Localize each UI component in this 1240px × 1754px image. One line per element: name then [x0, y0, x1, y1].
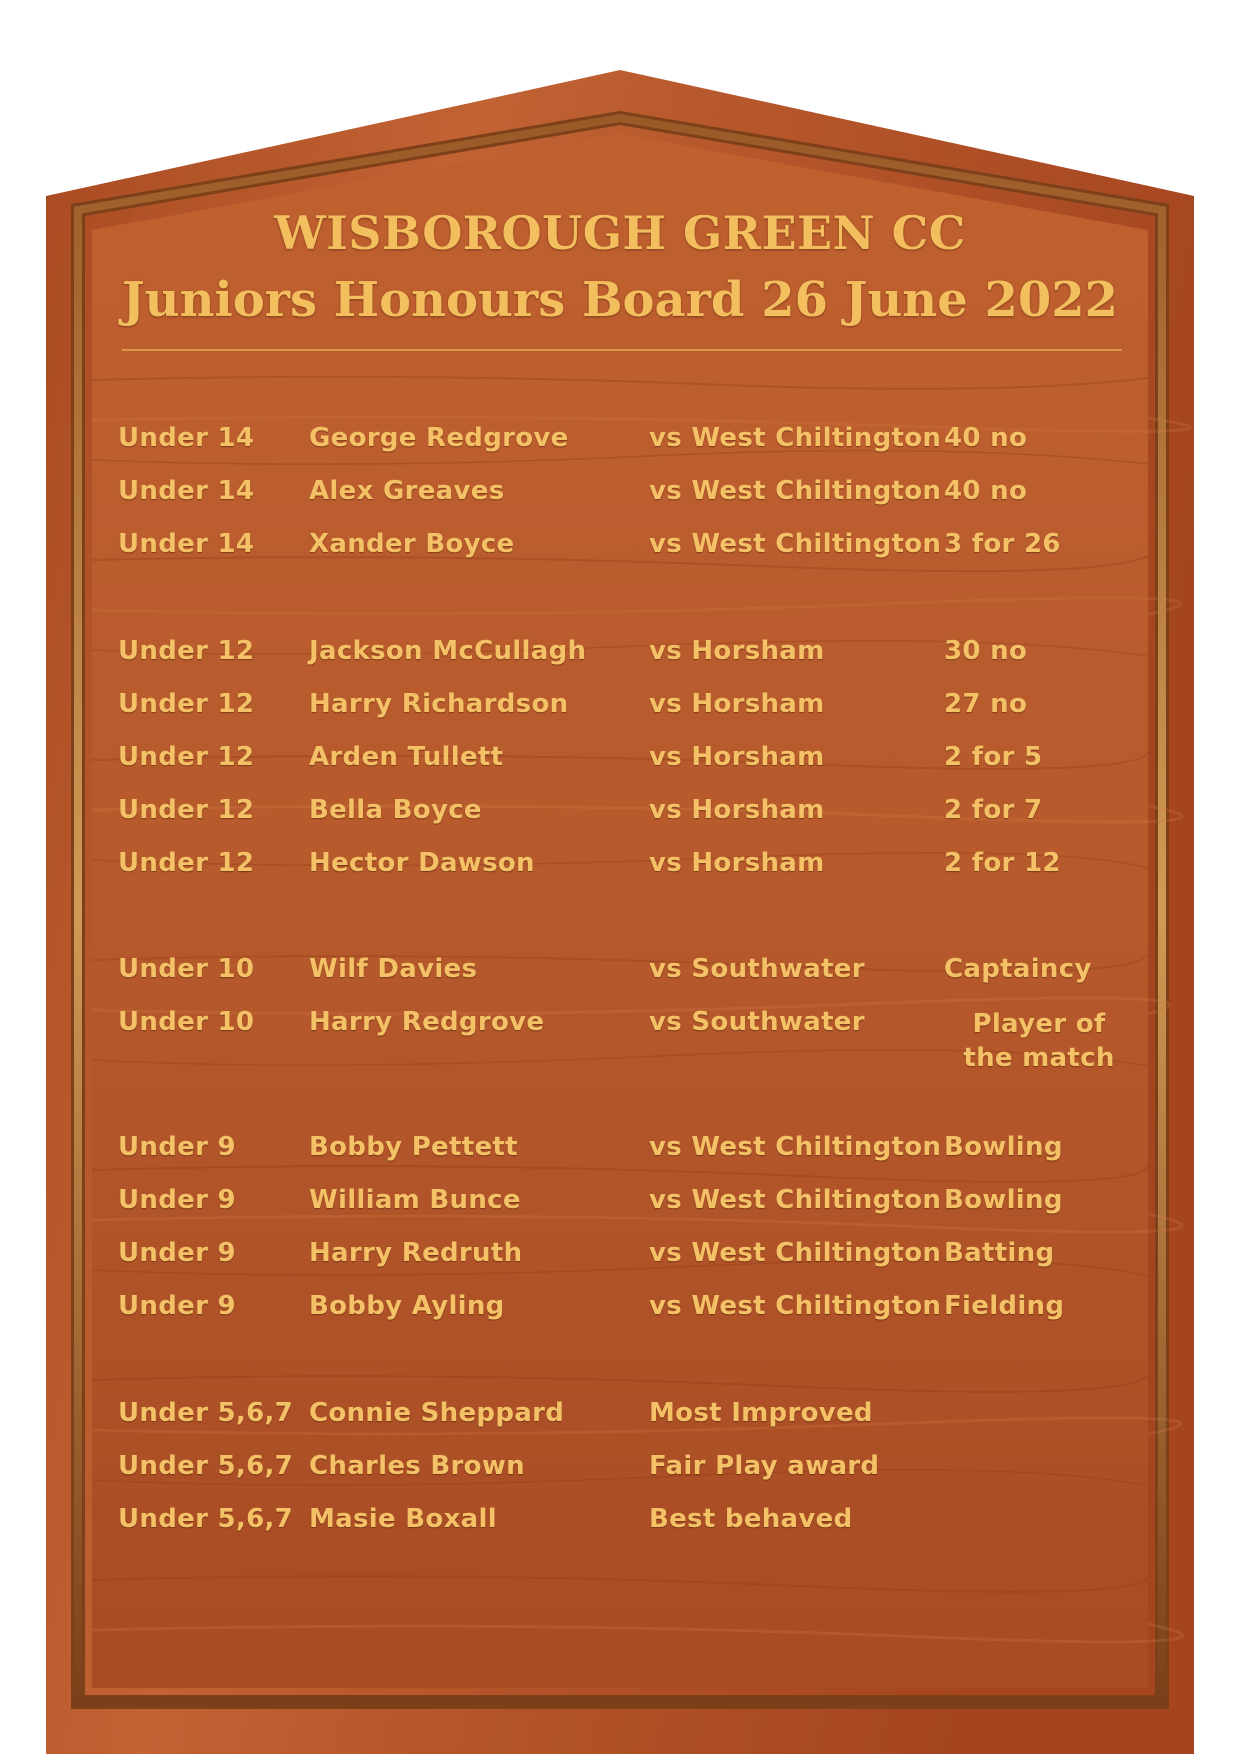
- opponent: vs Horsham: [649, 636, 825, 666]
- achievement: 40 no: [944, 476, 1028, 506]
- honour-entry: [0, 1398, 1240, 1442]
- achievement: 2 for 12: [944, 848, 1061, 878]
- achievement: 27 no: [944, 689, 1028, 719]
- opponent: vs West Chiltington: [649, 529, 942, 559]
- age-group: Under 14: [118, 423, 255, 453]
- achievement: Bowling: [944, 1132, 1063, 1162]
- honour-entry: [0, 1504, 1240, 1548]
- honour-entry: [0, 529, 1240, 573]
- age-group: Under 9: [118, 1238, 236, 1268]
- player-name: Arden Tullett: [309, 742, 504, 772]
- honour-entry: [0, 423, 1240, 467]
- player-name: Alex Greaves: [309, 476, 505, 506]
- age-group: Under 5,6,7: [118, 1504, 294, 1534]
- honour-entry: [0, 954, 1240, 998]
- honour-entry: [0, 742, 1240, 786]
- age-group: Under 10: [118, 1007, 255, 1037]
- achievement: Bowling: [944, 1185, 1063, 1215]
- honour-entry: [0, 689, 1240, 733]
- age-group: Under 9: [118, 1132, 236, 1162]
- honour-entry: [0, 1132, 1240, 1176]
- player-name: Bella Boyce: [309, 795, 482, 825]
- opponent: vs Southwater: [649, 1007, 865, 1037]
- opponent: vs West Chiltington: [649, 1185, 942, 1215]
- player-name: Charles Brown: [309, 1451, 525, 1481]
- age-group: Under 12: [118, 742, 255, 772]
- age-group: Under 14: [118, 529, 255, 559]
- achievement: 2 for 5: [944, 742, 1043, 772]
- age-group: Under 9: [118, 1291, 236, 1321]
- age-group: Under 10: [118, 954, 255, 984]
- opponent: vs West Chiltington: [649, 423, 942, 453]
- achievement: 2 for 7: [944, 795, 1043, 825]
- player-name: Bobby Pettett: [309, 1132, 518, 1162]
- player-name: Bobby Ayling: [309, 1291, 505, 1321]
- honour-entry: [0, 1007, 1240, 1087]
- age-group: Under 9: [118, 1185, 236, 1215]
- award: Fair Play award: [649, 1451, 880, 1481]
- player-name: Hector Dawson: [309, 848, 535, 878]
- honour-entry: [0, 636, 1240, 680]
- honour-entry: [0, 1451, 1240, 1495]
- player-name: Masie Boxall: [309, 1504, 497, 1534]
- award: Most Improved: [649, 1398, 873, 1428]
- player-name: William Bunce: [309, 1185, 521, 1215]
- player-name: Xander Boyce: [309, 529, 515, 559]
- honour-entry: [0, 1185, 1240, 1229]
- age-group: Under 14: [118, 476, 255, 506]
- achievement: Captaincy: [944, 954, 1092, 984]
- honour-entry: [0, 795, 1240, 839]
- award: Best behaved: [649, 1504, 853, 1534]
- opponent: vs Horsham: [649, 742, 825, 772]
- age-group: Under 12: [118, 689, 255, 719]
- honour-entry: [0, 1291, 1240, 1335]
- age-group: Under 5,6,7: [118, 1398, 294, 1428]
- player-name: Harry Richardson: [309, 689, 569, 719]
- opponent: vs West Chiltington: [649, 1132, 942, 1162]
- opponent: vs Horsham: [649, 689, 825, 719]
- player-name: Harry Redruth: [309, 1238, 523, 1268]
- player-name: Wilf Davies: [309, 954, 478, 984]
- age-group: Under 12: [118, 795, 255, 825]
- honour-entry: [0, 476, 1240, 520]
- board-title: WISBOROUGH GREEN CC: [274, 206, 966, 260]
- honour-entry: [0, 848, 1240, 892]
- opponent: vs Southwater: [649, 954, 865, 984]
- achievement: Batting: [944, 1238, 1055, 1268]
- age-group: Under 5,6,7: [118, 1451, 294, 1481]
- age-group: Under 12: [118, 636, 255, 666]
- player-name: Connie Sheppard: [309, 1398, 565, 1428]
- achievement: 40 no: [944, 423, 1028, 453]
- age-group: Under 12: [118, 848, 255, 878]
- achievement: Player of the match: [963, 1009, 1115, 1073]
- player-name: George Redgrove: [309, 423, 569, 453]
- opponent: vs West Chiltington: [649, 1238, 942, 1268]
- player-name: Harry Redgrove: [309, 1007, 545, 1037]
- opponent: vs West Chiltington: [649, 476, 942, 506]
- player-name: Jackson McCullagh: [309, 636, 587, 666]
- opponent: vs West Chiltington: [649, 1291, 942, 1321]
- honour-entry: [0, 1238, 1240, 1282]
- opponent: vs Horsham: [649, 795, 825, 825]
- achievement: 3 for 26: [944, 529, 1061, 559]
- achievement: Fielding: [944, 1291, 1065, 1321]
- board-subtitle: Juniors Honours Board 26 June 2022: [121, 272, 1119, 328]
- opponent: vs Horsham: [649, 848, 825, 878]
- achievement: 30 no: [944, 636, 1028, 666]
